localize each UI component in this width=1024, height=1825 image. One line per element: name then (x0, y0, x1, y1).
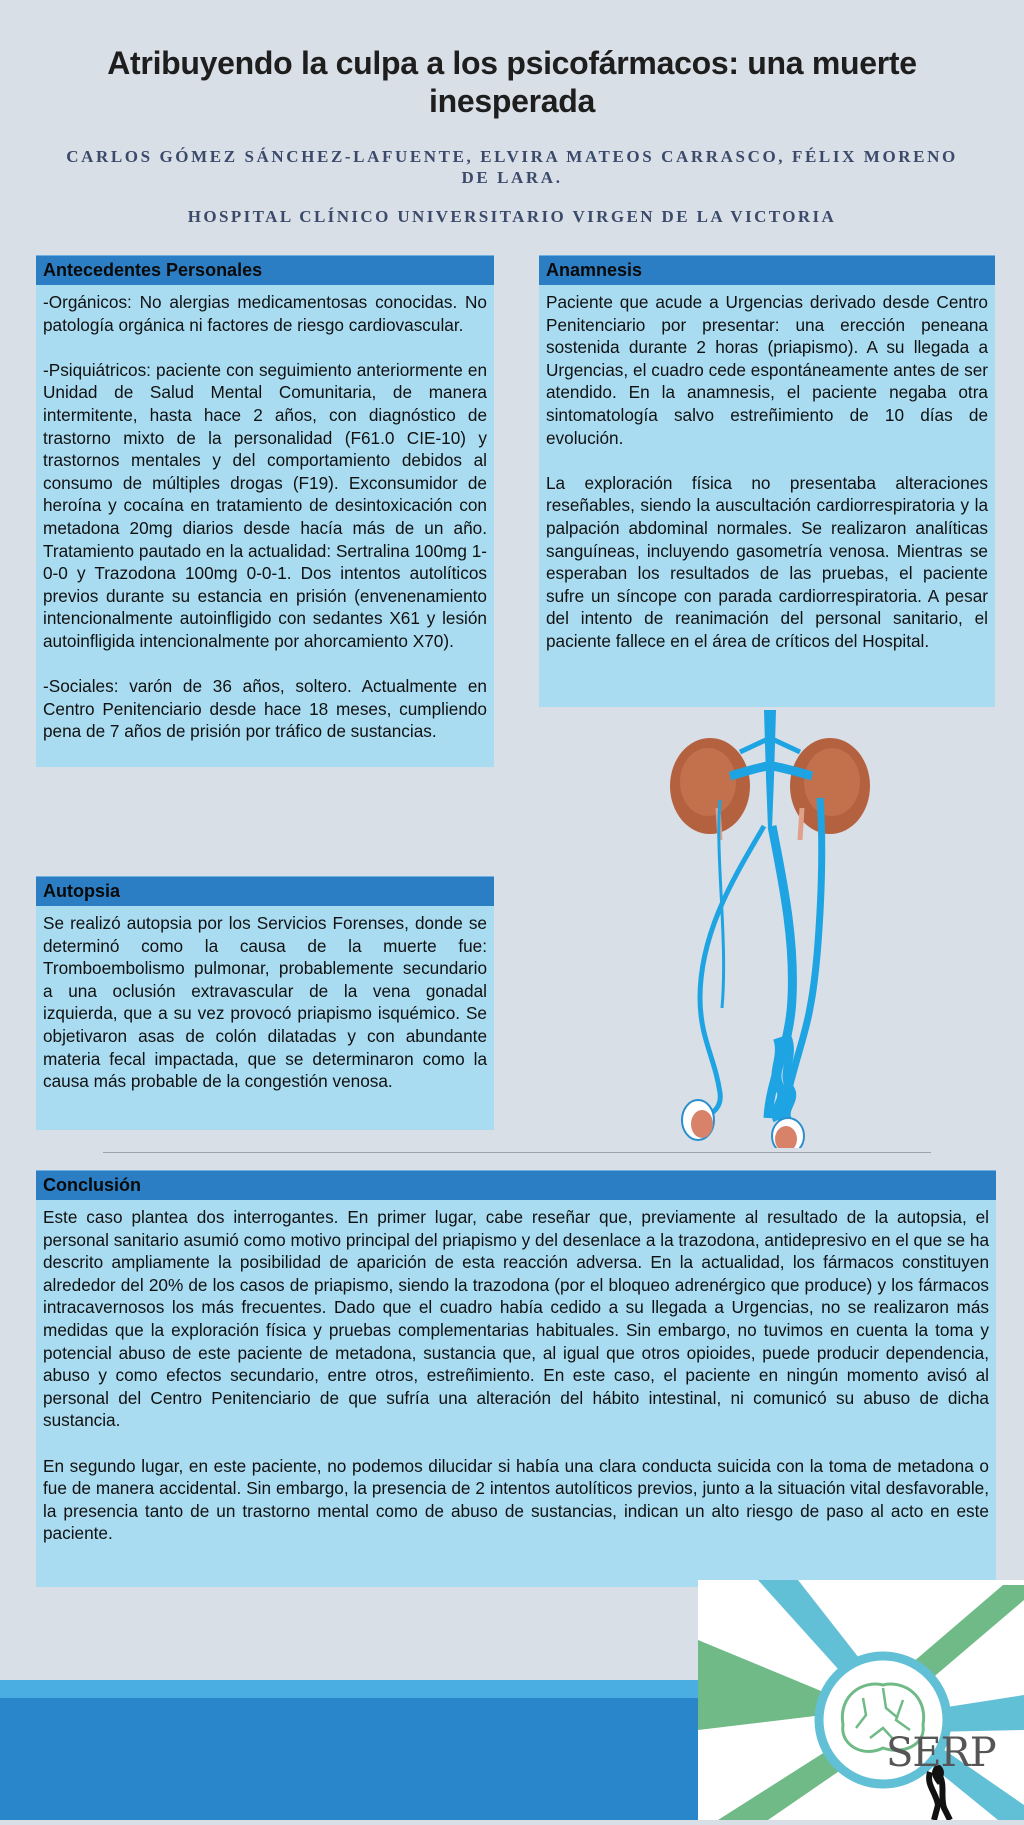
antecedentes-psiquiatricos: -Psiquiátricos: paciente con seguimiento anteriormente en Unidad de Salud Mental Comunitaria, de manera intermitente, hasta hace 2 años, con diagnóstico de trastorno mixto de la personalidad (F61.0 CIE-10) y trastornos mentales y del comportamiento debidos al consumo de múltiples drogas (F19). Exconsumidor de heroína y cocaína en tratamiento de desintoxicación con metadona 20mg diarios desde hacía más de un año. Tratamiento pautado en la actualidad: Sertralina 100mg 1-0-0 y Trazodona 100mg 0-0-1. Dos intentos autolíticos previos durante su estancia en prisión (envenenamiento intencionalmente autoinfligido con sedantes X61 y lesión autoinfligida intencionalmente por ahorcamiento X70). (43, 359, 487, 651)
poster-title: Atribuyendo la culpa a los psicofármacos: una muerte inesperada (107, 45, 917, 119)
autopsia-section (36, 876, 494, 1130)
anamnesis-paragraph-1: Paciente que acude a Urgencias derivado desde Centro Penitenciario por presentar: una erección peneana sostenida durante 2 horas (priapismo). A su llegada a Urgencias, el cuadro cede espontáneamente antes de ser atendido. En la anamnesis, el paciente negaba otra sintomatología salvo estreñimiento de 10 días de evolución. (546, 292, 988, 448)
antecedentes-organicos: -Orgánicos: No alergias medicamentosas conocidas. No patología orgánica ni factores de riesgo cardiovascular. (43, 292, 487, 335)
antecedentes-sociales: -Sociales: varón de 36 años, soltero. Actualmente en Centro Penitenciario desde hace 18 meses, cumpliendo pena de 7 años de prisión por tráfico de sustancias. (43, 676, 487, 742)
conclusion-section (36, 1170, 996, 1587)
urogenital-anatomy-illustration (660, 708, 880, 1148)
hospital-name: HOSPITAL CLÍNICO UNIVERSITARIO VIRGEN DE LA VICTORIA (187, 207, 837, 226)
conclusion-paragraph-2: En segundo lugar, en este paciente, no podemos dilucidar si había una clara conducta suicida con la toma de metadona o fue de manera accidental. Sin embargo, la presencia de 2 intentos autolíticos previos, junto a la situación vital desfavorable, la presencia tanto de un trastorno mental como de abuso de sustancias, indican un alto riesgo de paso al acto en este paciente. (43, 1455, 989, 1544)
antecedentes-section (36, 255, 494, 767)
anamnesis-body (539, 285, 995, 707)
anamnesis-heading: Anamnesis (539, 255, 995, 285)
left-kidney-highlight (804, 748, 860, 816)
anamnesis-paragraph-2: La exploración física no presentaba alteraciones reseñables, siendo la auscultación cardiorrespiratoria y la palpación abdominal normales. Se realizaron analíticas sanguíneas, incluyendo gasometría venosa. Mientras se esperaban los resultados de las pruebas, el paciente sufre un síncope con parada cardiorrespiratoria. A pesar del intento de reanimación del personal sanitario, el paciente fallece en el área de críticos del Hospital. (546, 472, 988, 651)
footer-band (0, 1698, 700, 1820)
gonadal-vein-right (700, 826, 764, 1118)
serp-logo-panel (698, 1580, 1024, 1820)
serp-brain-logo-icon (698, 1580, 1024, 1820)
autopsia-paragraph: Se realizó autopsia por los Servicios Forenses, donde se determinó como la causa de la muerte fue: Tromboembolismo pulmonar, probablemente secundario a una oclusión extravascular de la vena gonadal izquierda, que a su vez provocó priapismo isquémico. Se objetivaron asas de colón dilatadas y con abundante materia fecal impactada, que se determinaron como la causa más probable de la congestión venosa. (43, 913, 487, 1092)
right-kidney-highlight (680, 748, 736, 816)
footer-band-light (0, 1680, 700, 1700)
authors-line: CARLOS GÓMEZ SÁNCHEZ-LAFUENTE, ELVIRA MATEOS CARRASCO, FÉLIX MORENO DE LARA. (66, 147, 958, 187)
anamnesis-section (539, 255, 995, 707)
autopsia-heading: Autopsia (36, 876, 494, 906)
antecedentes-body (36, 285, 494, 767)
conclusion-heading: Conclusión (36, 1170, 996, 1200)
conclusion-paragraph-1: Este caso plantea dos interrogantes. En primer lugar, cabe reseñar que, previamente al resultado de la autopsia, el personal sanitario asumió como motivo principal del priapismo y del desenlace a la trazodona, antidepresivo en el que se ha descrito ampliamente la posibilidad de aparición de esta reacción adversa. En la actualidad, los fármacos constituyen alrededor del 20% de los casos de priapismo, siendo la trazodona (por el bloqueo adrenérgico que produce) y los fármacos intracavernosos los más frecuentes. Dado que el cuadro había cedido a su llegada a Urgencias, no se realizaron más medidas que la exploración física y pruebas complementarias habituales. Sin embargo, no tuvimos en cuenta la toma y potencial abuso de este paciente de metadona, sustancia que, al igual que otros opioides, puede producir dependencia, abuso y como efectos secundario, entre otros, estreñimiento. En este caso, el paciente en ningún momento avisó al personal del Centro Penitenciario de que sufría una alteración del hábito intestinal, ni comunicó su abuso de dicha sustancia. (43, 1207, 989, 1431)
antecedentes-heading: Antecedentes Personales (36, 255, 494, 285)
section-divider (103, 1152, 931, 1153)
serp-logo-text: SERP (886, 1730, 996, 1776)
autopsia-body (36, 906, 494, 1130)
conclusion-body (36, 1200, 996, 1587)
